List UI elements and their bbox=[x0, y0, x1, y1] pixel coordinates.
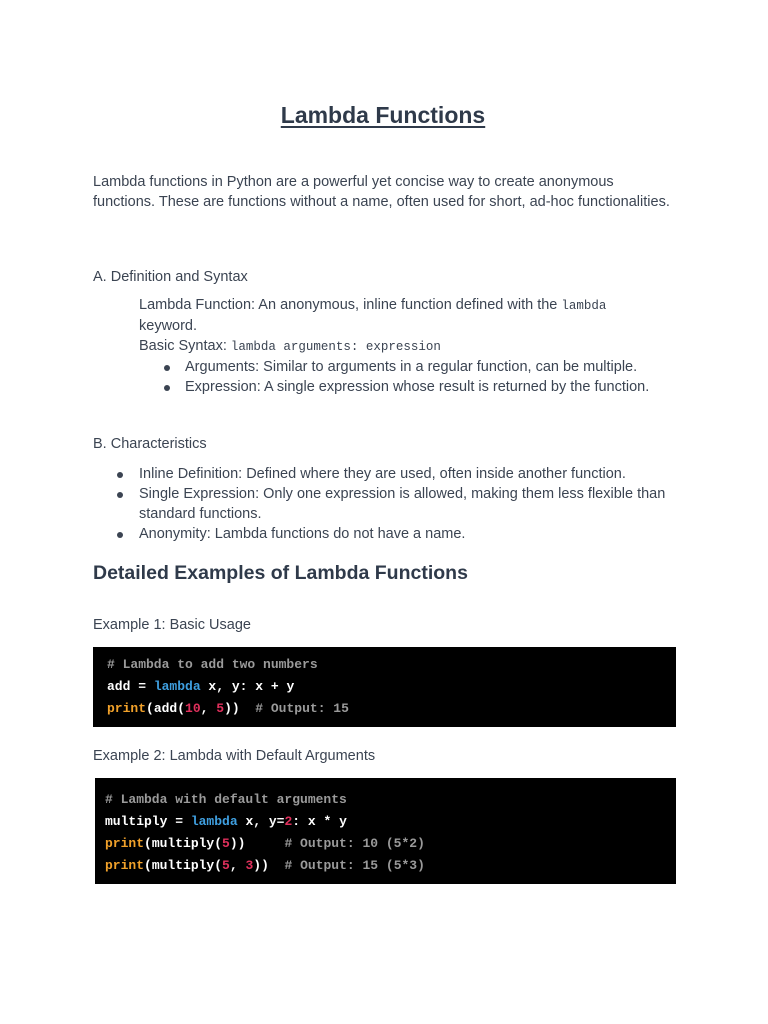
bullet-icon bbox=[164, 365, 170, 371]
example2-code-block bbox=[95, 778, 676, 884]
section-a-label: A. Definition and Syntax bbox=[93, 269, 248, 285]
code-line: # Lambda to add two numbers bbox=[107, 657, 318, 672]
bullet-icon bbox=[164, 385, 170, 391]
lambda-function-prefix: Lambda Function: An anonymous, inline function defined with the bbox=[139, 297, 562, 313]
bullet-icon bbox=[117, 472, 123, 478]
list-item: Anonymity: Lambda functions do not have a name. bbox=[93, 524, 683, 544]
definition-block bbox=[139, 295, 679, 397]
list-item: Expression: A single expression whose result is returned by the function. bbox=[139, 377, 679, 397]
code-line: print(add(10, 5)) # Output: 15 bbox=[107, 701, 349, 716]
examples-heading: Detailed Examples of Lambda Functions bbox=[93, 562, 468, 584]
code-line: # Lambda with default arguments bbox=[105, 792, 347, 807]
code-line: print(multiply(5, 3)) # Output: 15 (5*3) bbox=[105, 858, 425, 873]
code-line: print(multiply(5)) # Output: 10 (5*2) bbox=[105, 836, 425, 851]
list-item: Inline Definition: Defined where they are used, often inside another function. bbox=[93, 464, 683, 484]
code-line: add = lambda x, y: x + y bbox=[107, 679, 295, 694]
bullet-icon bbox=[117, 532, 123, 538]
characteristics-bullet-list bbox=[93, 464, 683, 544]
example1-label: Example 1: Basic Usage bbox=[93, 617, 251, 633]
list-item: Arguments: Similar to arguments in a regular function, can be multiple. bbox=[139, 357, 679, 377]
lambda-function-suffix: keyword. bbox=[139, 318, 198, 334]
basic-syntax-code: lambda arguments: expression bbox=[230, 340, 441, 354]
lambda-function-definition bbox=[139, 295, 679, 336]
basic-syntax bbox=[139, 336, 679, 357]
code-line: multiply = lambda x, y=2: x * y bbox=[105, 814, 347, 829]
syntax-bullet-list bbox=[139, 357, 679, 397]
characteristics-block bbox=[93, 464, 683, 544]
intro-paragraph: Lambda functions in Python are a powerful yet concise way to create anonymous functions. These are functions without a name, often used for short, ad-hoc functionalities. bbox=[93, 174, 670, 210]
example2-label: Example 2: Lambda with Default Arguments bbox=[93, 748, 376, 764]
section-b-label: B. Characteristics bbox=[93, 436, 207, 452]
bullet-icon bbox=[117, 492, 123, 498]
page-title: Lambda Functions bbox=[280, 102, 486, 128]
example1-code-block bbox=[93, 647, 676, 727]
basic-syntax-label: Basic Syntax: bbox=[139, 338, 231, 354]
lambda-keyword-code: lambda bbox=[561, 299, 607, 313]
list-item: Single Expression: Only one expression is allowed, making them less flexible than standard functions. bbox=[93, 484, 683, 524]
